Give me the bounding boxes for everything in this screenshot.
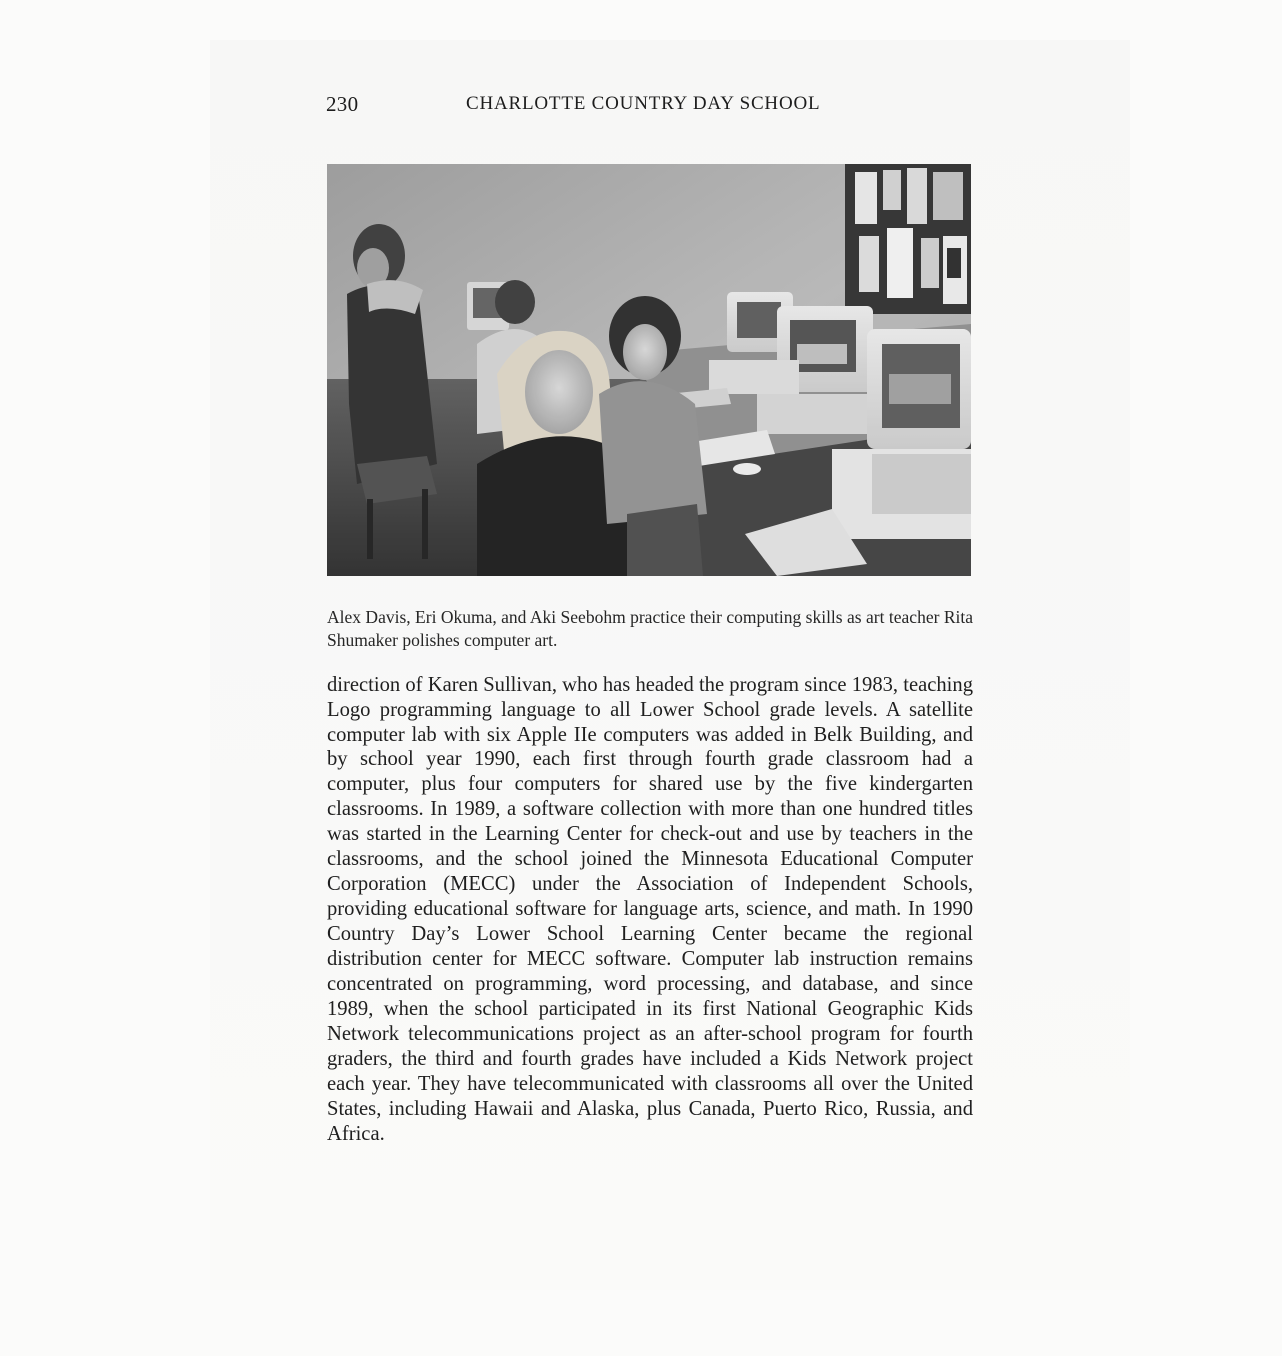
running-title: CHARLOTTE COUNTRY DAY SCHOOL — [466, 93, 821, 114]
photo-computer-lab — [327, 164, 971, 576]
body-paragraph: direction of Karen Sullivan, who has headed the program since 1983, teaching Logo programming language to all Lower School grade levels. A satellite computer lab with six Apple IIe computers was added in Belk Building, and by school year 1990, each first through fourth grade classroom had a computer, plus four computers for shared use by the five kindergarten classrooms. In 1989, a software collection with more than one hundred titles was started in the Learning Center for check-out and use by teachers in the classrooms, and the school joined the Minnesota Educational Computer Corporation (MECC) under the Association of Independent Schools, providing educational software for language arts, science, and math. In 1990 Country Day’s Lower School Learning Center became the regional distribution center for MECC software. Computer lab instruction remains concentrated on programming, word processing, and database, and since 1989, when the school participated in its first National Geographic Kids Network telecommunications project as an after-school program for fourth graders, the third and fourth grades have included a Kids Network project each year. They have telecommunicated with classrooms all over the United States, including Hawaii and Alaska, plus Canada, Puerto Rico, Russia, and Africa. — [327, 673, 973, 1145]
page-number: 230 — [326, 92, 359, 116]
photo-caption: Alex Davis, Eri Okuma, and Aki Seebohm practice their computing skills as art teacher Rita Shumaker polishes computer art. — [327, 606, 973, 650]
running-header — [326, 92, 972, 120]
photo-illustration — [327, 164, 971, 576]
